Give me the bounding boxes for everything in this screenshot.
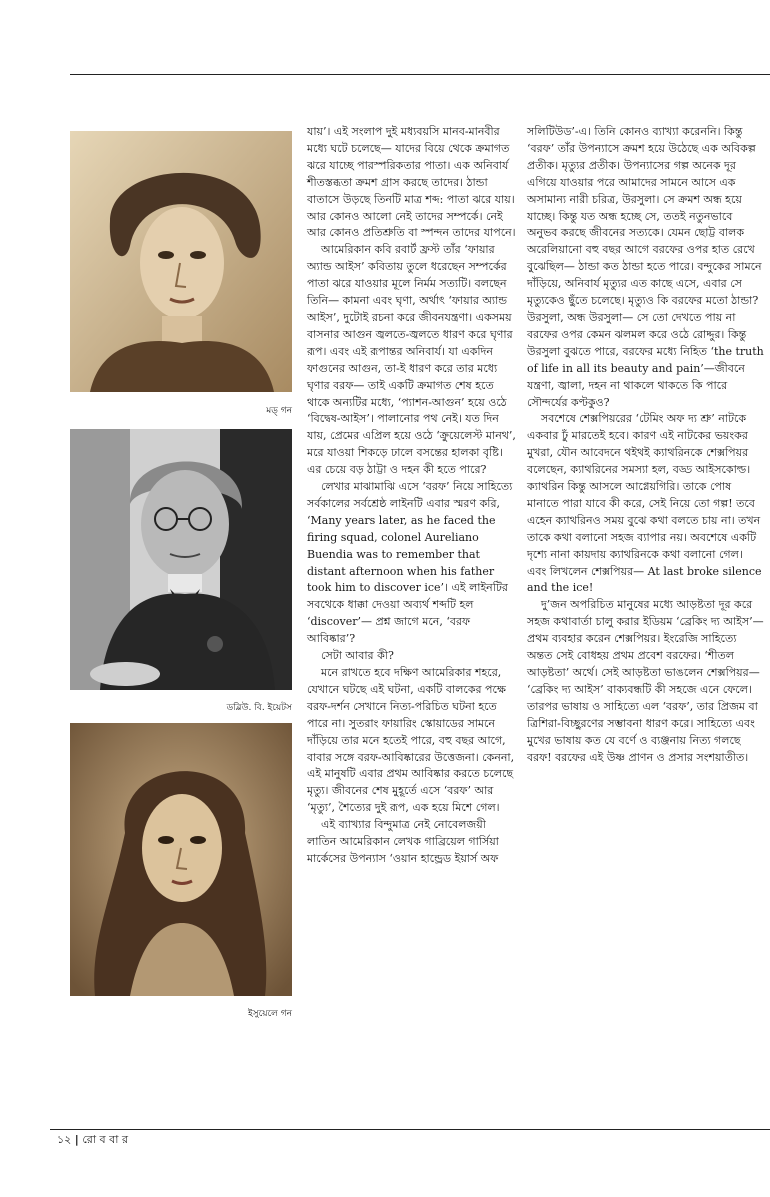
paragraph: সলিটিউড’-এ। তিনি কোনও ব্যাখ্যা করেননি। কিন্তু ‘বরফ’ তাঁর উপন্যাসে ক্রমশ হয়ে উঠেছে এক অবিকল্প প্রতীক। মৃত্যুর প্রতীক। উপন্যাসের গল্প অনেক দূর এগিয়ে যাওয়ার পরে আমাদের সামনে আসে এক অসামান্য নারী চরিত্র, উরসুলা। সে ক্রমশ অন্ধ হয়ে যাচ্ছে। কিন্তু যত অন্ধ হচ্ছে সে, ততই নতুনভাবে অনুভব করছে জীবনের সত্যকে। যেমন ছোট্ট বালক অরেলিয়ানো বহু বছর আগে বরফের ওপর হাত রেখে বুঝেছিল— ঠান্ডা কত ঠান্ডা হতে পারে। বন্দুকের সামনে দাঁড়িয়ে, অনিবার্য মৃত্যুর এত কাছে এসে, এবার সে মৃত্যুকেও ছুঁতে চলেছে। মৃত্যুও কি বরফের মতো ঠান্ডা? উরসুলা, অন্ধ উরসুলা— সে তো দেখতে পায় না বরফের ওপর কেমন ঝলমল করে ওঠে রোদ্দুর। কিন্তু উরসুলা বুঝতে পারে, বরফের মধ্যে নিহিত ‘the truth of life in all its beauty and pain’—জীবনে যন্ত্রণা, জ্বালা, দহন না থাকলে থাকতে কি পারে সৌন্দর্যের কণ্টকুও? — [527, 125, 764, 409]
portrait-photo-wb-yeats — [70, 429, 292, 690]
caption-photo1: মড্‌ গন — [266, 406, 292, 416]
paragraph: দু’জন অপরিচিত মানুষের মধ্যে আড়ষ্টতা দূর করে সহজ কথাবার্তা চালু করার ইডিয়ম ‘ব্রেকিং দ্য আইস’— প্রথম ব্যবহার করেন শেক্সপিয়র। ইংরেজি সাহিত্যে অন্তত সেই বোধহয় প্রথম প্রবেশ বরফের। ‘শীতল আড়ষ্টতা’ অর্থে। সেই আড়ষ্টতা ভাঙলেন শেক্সপিয়র— ‘ব্রেকিং দ্য আইস’ বাক্যবন্ধটি কী সহজে এনে ফেলে। তারপর ভাষায় ও সাহিত্যে এল ‘বরফ’, তার প্রিজম বা ত্রিশিরা-বিচ্ছুরণের সম্ভাবনা ধারণ করে। সাহিত্যে এবং মুখের ভাষায় কত যে বর্ণে ও ব্যঞ্জনায় নিত্য গলছে বরফ! বরফের এই উষ্ণ প্রাণন ও প্রসার সংশয়াতীত। — [527, 598, 764, 764]
page-footer — [57, 1131, 128, 1150]
magazine-name: রো ব বা র — [82, 1133, 129, 1146]
article-column-1 — [307, 124, 517, 868]
paragraph: এই ব্যাখ্যার বিন্দুমাত্র নেই নোবেলজয়ী লাতিন আমেরিকান লেখক গাব্রিয়েল গার্সিয়া মার্কেসের উপন্যাস ‘ওয়ান হান্ড্রেড ইয়ার্স অফ — [307, 818, 499, 865]
footer-separator: | — [74, 1133, 79, 1146]
article-column-2 — [527, 124, 765, 766]
bottom-rule — [50, 1129, 770, 1130]
paragraph: আমেরিকান কবি রবার্ট ফ্রস্ট তাঁর ‘ফায়ার অ্যান্ড আইস’ কবিতায় তুলে ধরেছেন সম্পর্কের পাতা ঝরে যাওয়ার মূলে নির্মম সত্যটি। বলছেন তিনি— কামনা এবং ঘৃণা, অর্থাৎ ‘ফায়ার অ্যান্ড আইস’, দুটোই রচনা করে জীবনযন্ত্রণা। একসময় বাসনার আগুন জ্বলতে-জ্বলতে ধারণ করে ঘৃণার রূপ। এবং এই রূপান্তর অনিবার্য। যা একদিন ফাগুনের আগুন, তা-ই ধারণ করে তার মধ্যে ঘৃণার বরফ— তাই একটি ক্রমাগত শেষ হতে থাকে অন্যটির মধ্যে, ‘প্যাশন-আগুন’ হয়ে ওঠে ‘বিদ্বেষ-আইস’। পালানোর পথ নেই। যত দিন যায়, প্রেমের এপ্রিল হয়ে ওঠে ‘ক্রুয়েলেস্ট মানথ’, মরে যাওয়া শিকড়ে ঢালে বসন্তের হালকা বৃষ্টি। এর চেয়ে বড় ঠাট্টা ও দহন কী হতে পারে? — [307, 243, 516, 477]
top-rule — [70, 74, 770, 75]
paragraph: লেখার মাঝামাঝি এসে ‘বরফ’ নিয়ে সাহিত্যে সর্বকালের সর্বশ্রেষ্ঠ লাইনটি এবার স্মরণ করি, ‘Many years later, as he faced the firing squad, colonel Aureliano Buendia was to remember that distant afternoon when his father took him to discover ice’। এই লাইনটির সবথেকে ধাক্কা দেওয়া অব্যর্থ শব্দটি হল ‘discover’— প্রশ্ন জাগে মনে, ‘বরফ আবিষ্কার’? — [307, 480, 513, 646]
caption-photo2: ডব্লিউ. বি. ইয়েটস — [226, 703, 292, 713]
portrait-photo-maud-gonne — [70, 131, 292, 392]
paragraph: যায়’। এই সংলাপ দুই মধ্যবয়সি মানব-মানবীর মধ্যে ঘটে চলেছে— যাদের বিয়ে থেকে ক্রমাগত ঝরে যাচ্ছে পারস্পরিকতার পাতা। এক অনিবার্য শীতস্তব্ধতা ক্রমশ গ্রাস করছে তাদের। ঠান্ডা বাতাসে উড়ছে তিনটি মাত্র শব্দ: পাতা ঝরে যায়। আর কোনও আলো নেই তাদের সম্পর্কে। নেই আর কোনও প্রতিশ্রুতি বা স্পন্দন তাদের যাপনে। — [307, 125, 516, 240]
paragraph: সেটা আবার কী? — [321, 649, 394, 663]
paragraph: মনে রাখতে হবে দক্ষিণ আমেরিকার শহরে, যেখানে ঘটছে এই ঘটনা, একটি বালকের পক্ষে বরফ-দর্শন সেখানে নিত্য-পরিচিত ঘটনা হতে পারে না। সুতরাং ফায়ারিং স্কোয়াডের সামনে দাঁড়িয়ে তার মনে হতেই পারে, বহু বছর আগে, বাবার সঙ্গে বরফ-আবিষ্কারের উত্তেজনা। কেননা, এই মানুষটি এবার প্রথম আবিষ্কার করতে চলেছে মৃত্যু। জীবনের শেষ মুহূর্তে এসে ‘বরফ’ আর ‘মৃত্যু’, শৈত্যের দুই রূপ, এক হয়ে মিশে গেল। — [307, 666, 515, 815]
paragraph: সবশেষে শেক্সপিয়রের ‘টেমিং অফ দ্য শ্রু’ নাটকে একবার ঢুঁ মারতেই হবে। কারণ এই নাটকের ভয়ংকর মুখরা, যৌন আবেদনে থইথই ক্যাথরিনকে শেক্সপিয়র বলেছেন, ক্যাথরিনের সমস্যা হল, বড্ড আইসকোল্ড। ক্যাথরিন কিন্তু আসলে আগ্নেয়গিরি। তাকে পোষ মানাতে পারা যাবে কী করে, সেই নিয়ে তো গল্প! তবে এহেন ক্যাথরিনও সময় বুঝে কথা বলতে চায় না। তখন তাকে কথা বলানো সহজ ব্যাপার নয়। অবশেষে একটি দৃশ্যে নানা কায়দায় ক্যাথরিনকে কথা বলানো গেল। এবং লিখলেন শেক্সপিয়র— At last broke silence and the ice! — [527, 412, 762, 595]
caption-photo3: ইসুয়েলে গন — [248, 1009, 292, 1019]
page-number: ১২ — [57, 1133, 72, 1146]
portrait-photo-iseult-gonne — [70, 723, 292, 996]
